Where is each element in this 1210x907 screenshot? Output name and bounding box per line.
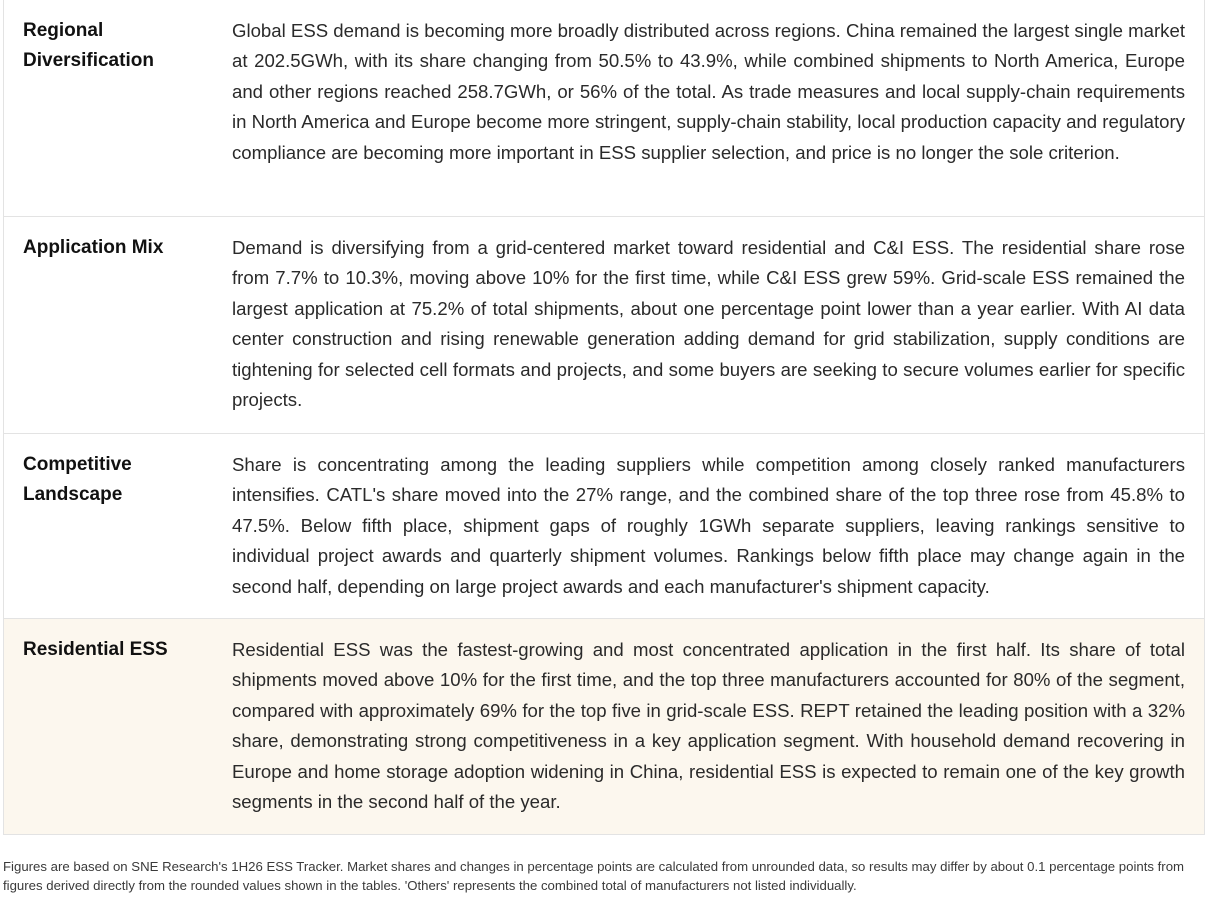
- findings-table: [3, 0, 1205, 835]
- row-heading: Competitive Landscape: [23, 454, 132, 505]
- row-body-text: Residential ESS was the fastest-growing and most concentrated application in the first half. Its share of total shipments moved above 10% for the first time, and the top three manufacturers accounted for 80% of the segment, compared with approximately 69% for the top five in grid-scale ESS. REPT retained the leading position with a 32% share, demonstrating strong competitiveness in a key application segment. With household demand recovering in Europe and home storage adoption widening in China, residential ESS is expected to remain one of the key growth segments in the second half of the year.: [232, 639, 1185, 813]
- row-body-text: Share is concentrating among the leading suppliers while competition among closely ranked manufacturers intensifies. CATL's share moved into the 27% range, and the combined share of the top three rose from 45.8% to 47.5%. Below fifth place, shipment gaps of roughly 1GWh separate suppliers, leaving rankings sensitive to individual project awards and quarterly shipment volumes. Rankings below fifth place may change again in the second half, depending on large project awards and each manufacturer's shipment capacity.: [232, 454, 1185, 597]
- row-heading: Application Mix: [23, 237, 164, 258]
- row-body-text: Global ESS demand is becoming more broadly distributed across regions. China remained the largest single market at 202.5GWh, with its share changing from 50.5% to 43.9%, while combined shipments to North America, Europe and other regions reached 258.7GWh, or 56% of the total. As trade measures and local supply-chain requirements in North America and Europe become more stringent, supply-chain stability, local production capacity and regulatory compliance are becoming more important in ESS supplier selection, and price is no longer the sole criterion.: [232, 20, 1185, 163]
- table-row-application-mix: [4, 216, 1204, 433]
- footnote: Figures are based on SNE Research's 1H26 ESS Tracker. Market shares and changes in percentage points are calculated from unrounded data, so results may differ by about 0.1 percentage points from figures derived directly from the rounded values shown in the tables. 'Others' represents the combined total of manufacturers not listed individually.: [3, 859, 1185, 893]
- table-row-residential-ess: [4, 618, 1204, 834]
- row-heading: Residential ESS: [23, 639, 168, 660]
- row-heading: Regional Diversification: [23, 20, 154, 71]
- row-body-text: Demand is diversifying from a grid-centered market toward residential and C&I ESS. The residential share rose from 7.7% to 10.3%, moving above 10% for the first time, while C&I ESS grew 59%. Grid-scale ESS remained the largest application at 75.2% of total shipments, about one percentage point lower than a year earlier. With AI data center construction and rising renewable generation adding demand for grid stabilization, supply conditions are tightening for selected cell formats and projects, and some buyers are seeking to secure volumes earlier for specific projects.: [232, 237, 1185, 411]
- table-row-regional-diversification: [4, 0, 1204, 216]
- table-row-competitive-landscape: [4, 433, 1204, 618]
